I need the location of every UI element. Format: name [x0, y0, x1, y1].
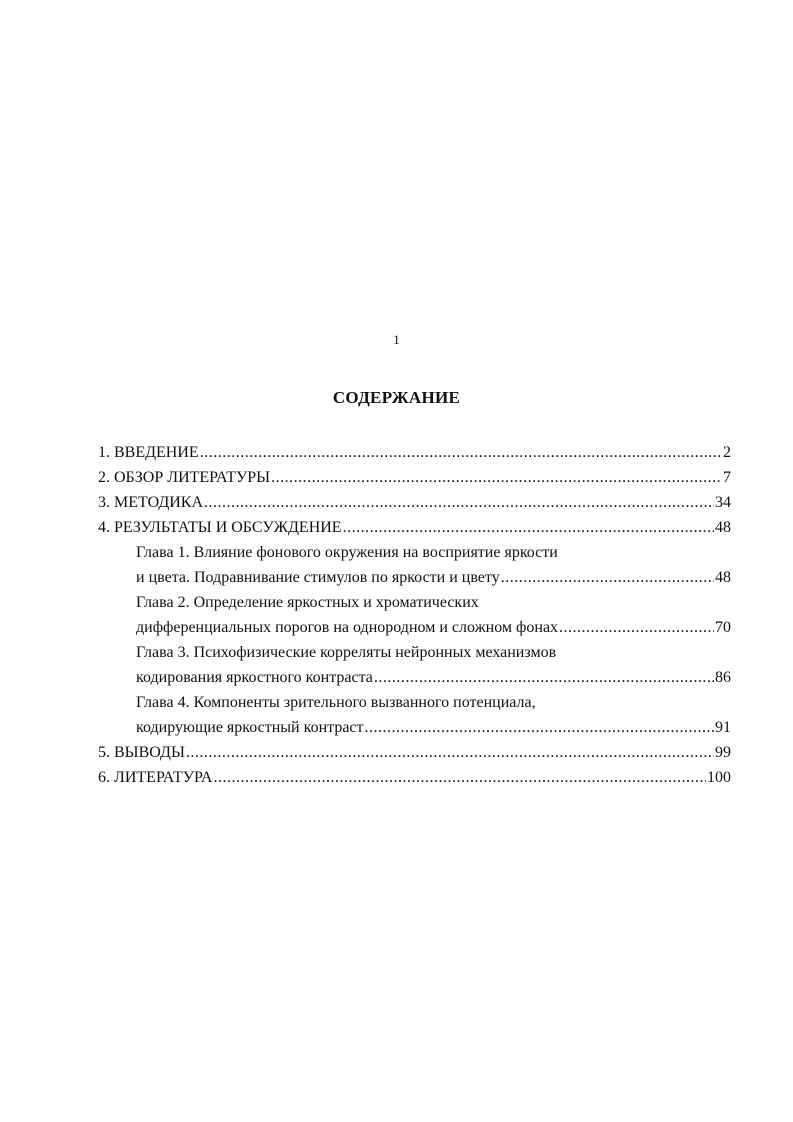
toc-entry-page: 91	[715, 719, 731, 736]
toc-entry-literature-review	[98, 465, 731, 490]
toc-entry-label: 5. ВЫВОДЫ	[98, 744, 185, 761]
toc-chapter-1-line-1	[98, 540, 731, 565]
toc-chapter-1-line-2	[98, 565, 731, 590]
toc-entry-label: дифференциальных порогов на однородном и сложном фонах	[136, 619, 559, 636]
dot-leader	[200, 440, 722, 465]
toc-chapter-2-line-1	[98, 590, 731, 615]
toc-chapter-4-line-1	[98, 690, 731, 715]
dot-leader	[213, 765, 706, 790]
toc-entry-label: Глава 1. Влияние фонового окружения на восприятие яркости	[136, 544, 558, 561]
dot-leader	[374, 665, 714, 690]
toc-entry-methods	[98, 490, 731, 515]
toc-entry-references	[98, 765, 731, 790]
dot-leader	[343, 515, 714, 540]
toc-entry-label: кодирования яркостного контраста	[136, 669, 373, 686]
dot-leader	[204, 490, 714, 515]
toc-entry-label: и цвета. Подравнивание стимулов по яркости и цвету	[136, 569, 500, 586]
dot-leader	[186, 740, 714, 765]
toc-entry-page: 48	[715, 569, 731, 586]
toc-chapter-4-line-2	[98, 715, 731, 740]
toc-entry-page: 86	[715, 669, 731, 686]
toc-chapter-2-line-2	[98, 615, 731, 640]
dot-leader	[271, 465, 722, 490]
toc-entry-label: кодирующие яркостный контраст	[136, 719, 364, 736]
toc-entry-results	[98, 515, 731, 540]
toc-entry-page: 7	[723, 469, 731, 486]
toc-entry-label: Глава 3. Психофизические корреляты нейронных механизмов	[136, 644, 557, 661]
toc-entry-label: Глава 4. Компоненты зрительного вызванного потенциала,	[136, 694, 536, 711]
toc-entry-conclusions	[98, 740, 731, 765]
dot-leader	[559, 615, 714, 640]
table-of-contents	[98, 440, 731, 790]
toc-chapter-3-line-1	[98, 640, 731, 665]
toc-entry-label: 2. ОБЗОР ЛИТЕРАТУРЫ	[98, 469, 271, 486]
dot-leader	[365, 715, 714, 740]
toc-entry-page: 100	[707, 769, 731, 786]
toc-entry-page: 34	[715, 494, 731, 511]
toc-entry-label: 6. ЛИТЕРАТУРА	[98, 769, 213, 786]
page-number: 1	[393, 332, 400, 347]
toc-entry-label: Глава 2. Определение яркостных и хроматических	[136, 594, 479, 611]
toc-entry-label: 1. ВВЕДЕНИЕ	[98, 444, 199, 461]
toc-entry-page: 2	[723, 444, 731, 461]
toc-entry-page: 70	[715, 619, 731, 636]
page-title: СОДЕРЖАНИЕ	[332, 388, 461, 407]
toc-chapter-3-line-2	[98, 665, 731, 690]
toc-entry-introduction	[98, 440, 731, 465]
toc-entry-page: 48	[715, 519, 731, 536]
toc-entry-label: 4. РЕЗУЛЬТАТЫ И ОБСУЖДЕНИЕ	[98, 519, 342, 536]
dot-leader	[501, 565, 714, 590]
toc-entry-page: 99	[715, 744, 731, 761]
toc-entry-label: 3. МЕТОДИКА	[98, 494, 204, 511]
